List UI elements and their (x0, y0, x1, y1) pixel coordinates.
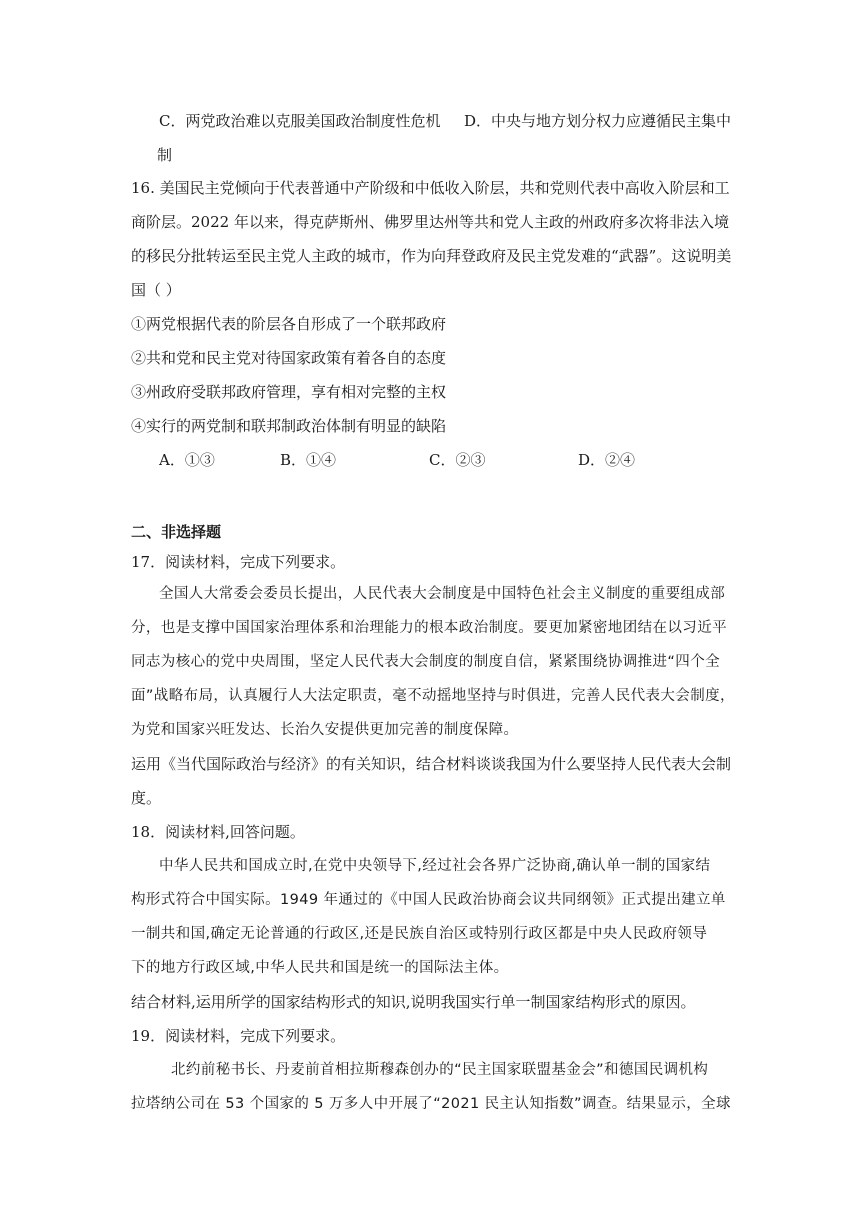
q15-option-d: D．中央与地方划分权力应遵循民主集中 (464, 112, 732, 130)
q18-material-line: 一制共和国,确定无论普通的行政区,还是民族自治区或特别行政区都是中央人民政府领导 (131, 926, 708, 942)
q18-material-line: 中华人民共和国成立时,在党中央领导下,经过社会各界广泛协商,确认单一制的国家结 (159, 858, 711, 874)
q18-material-line: 下的地方行政区域,中华人民共和国是统一的国际法主体。 (131, 960, 509, 976)
q17-material-line: 为党和国家兴旺发达、长治久安提供更加完善的制度保障。 (131, 722, 519, 738)
q19-material-line: 拉塔纳公司在 53 个国家的 5 万多人中开展了“2021 民主认知指数”调查。结果显示，全球 (131, 1096, 731, 1112)
q17-title: 17．阅读材料，完成下列要求。 (131, 553, 346, 571)
q16-option-c: C．②③ (429, 451, 486, 469)
q18-question: 结合材料,运用所学的国家结构形式的知识,说明我国实行单一制国家结构形式的原因。 (131, 993, 696, 1011)
q19-title: 19．阅读材料，完成下列要求。 (131, 1027, 346, 1045)
q17-material-line: 分，也是支撑中国国家治理体系和治理能力的根本政治制度。要更加紧密地团结在以习近平 (131, 620, 727, 636)
q19-material-line: 北约前秘书长、丹麦前首相拉斯穆森创办的“民主国家联盟基金会”和德国民调机构 (171, 1062, 709, 1078)
q16-statement: ④实行的两党制和联邦制政治体制有明显的缺陷 (131, 417, 447, 435)
q16-stem-line: 商阶层。2022 年以来，得克萨斯州、佛罗里达州等共和党人主政的州政府多次将非法入境 (131, 213, 729, 231)
q17-question-line: 运用《当代国际政治与经济》的有关知识，结合材料谈谈我国为什么要坚持人民代表大会制 (131, 755, 732, 773)
q16-option-b: B．①④ (280, 451, 337, 469)
q16-stem-line: 16. 美国民主党倾向于代表普通中产阶级和中低收入阶层，共和党则代表中高收入阶层和工 (131, 179, 730, 197)
q15-option-c: C．两党政治难以克服美国政治制度性危机 (159, 112, 441, 130)
q16-stem-line: 的移民分批转运至民主党人主政的城市，作为向拜登政府及民主党发难的“武器”。这说明美 (131, 247, 732, 265)
q16-statement: ③州政府受联邦政府管理，享有相对完整的主权 (131, 383, 447, 401)
q17-question-line: 度。 (131, 789, 162, 807)
q16-option-d: D．②④ (578, 451, 636, 469)
q18-title: 18．阅读材料,回答问题。 (131, 823, 305, 841)
q17-material-line: 同志为核心的党中央周围，坚定人民代表大会制度的制度自信，紧紧围绕协调推进“四个全 (131, 654, 721, 670)
q16-stem-line: 国（ ） (131, 281, 181, 299)
q18-material-line: 构形式符合中国实际。1949 年通过的《中国人民政治协商会议共同纲领》正式提出建立单 (131, 892, 726, 908)
q16-statement: ①两党根据代表的阶层各自形成了一个联邦政府 (131, 315, 447, 333)
q16-statement: ②共和党和民主党对待国家政策有着各自的态度 (131, 349, 447, 367)
q16-option-a: A．①③ (159, 451, 215, 469)
section-heading: 二、非选择题 (131, 523, 222, 541)
q17-material-line: 面”战略布局，认真履行人大法定职责，毫不动摇地坚持与时俱进，完善人民代表大会制度， (131, 688, 735, 704)
q15-option-d-cont: 制 (157, 146, 173, 164)
q17-material-line: 全国人大常委会委员长提出，人民代表大会制度是中国特色社会主义制度的重要组成部 (159, 586, 726, 602)
